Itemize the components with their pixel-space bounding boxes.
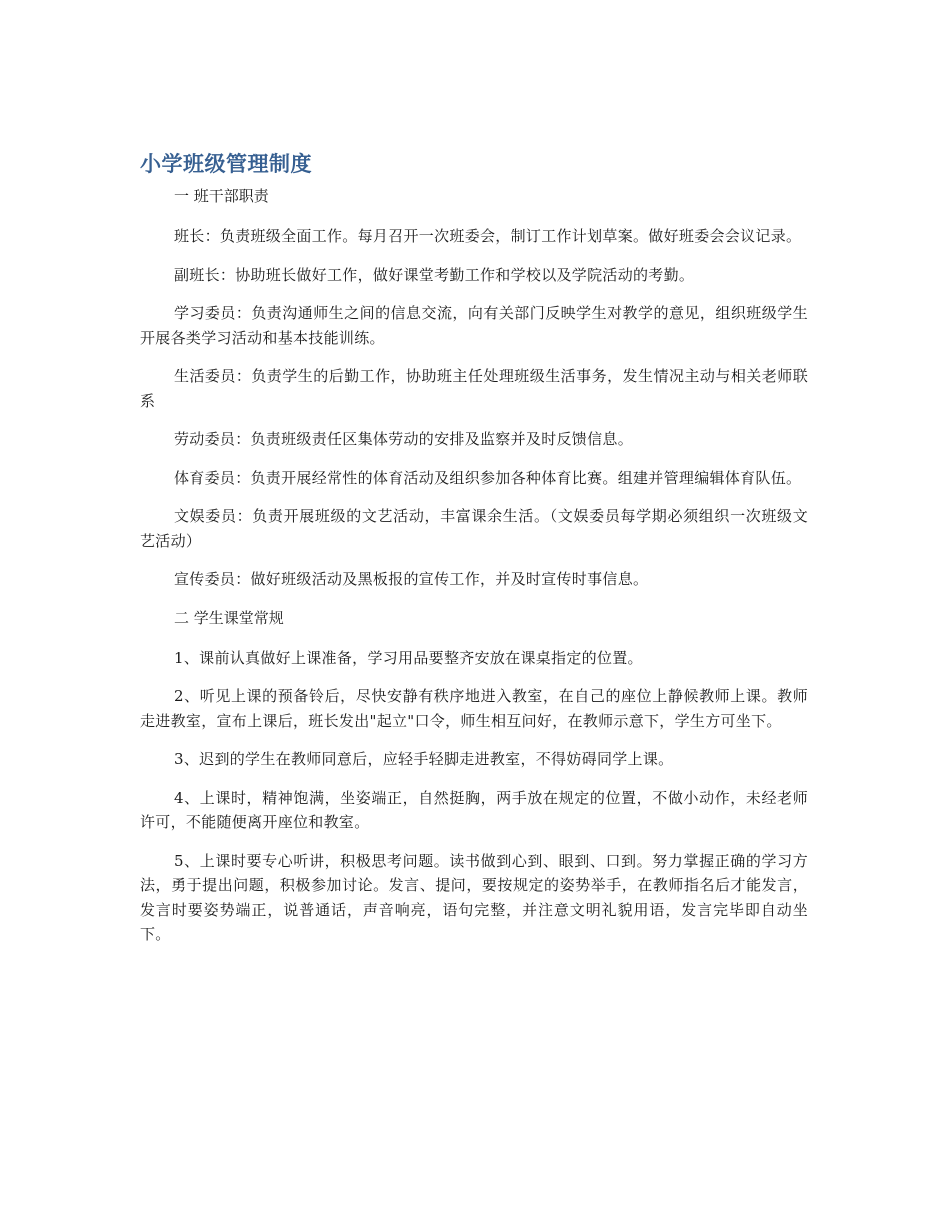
paragraph-monitor: 班长：负责班级全面工作。每月召开一次班委会，制订工作计划草案。做好班委会会议记录。 <box>174 227 802 245</box>
paragraph-rule-3: 3、迟到的学生在教师同意后，应轻手轻脚走进教室，不得妨碍同学上课。 <box>174 750 674 768</box>
document-title: 小学班级管理制度 <box>140 152 312 176</box>
paragraph-rule-5: 5、上课时要专心听讲，积极思考问题。读书做到心到、眼到、口到。努力掌握正确的学习方法，勇于提出问题，积极参加讨论。发言、提问，要按规定的姿势举手，在教师指名后才能发言，发言时要姿势端正，说普通话，声音响亮，语句完整，并注意文明礼貌用语，发言完毕即自动坐下。 <box>140 851 808 943</box>
paragraph-rule-1: 1、课前认真做好上课准备，学习用品要整齐安放在课桌指定的位置。 <box>174 648 643 667</box>
paragraph-sports-committee: 体育委员：负责开展经常性的体育活动及组织参加各种体育比赛。组建并管理编辑体育队伍。 <box>174 468 802 487</box>
paragraph-rule-4: 4、上课时，精神饱满，坐姿端正，自然挺胸，两手放在规定的位置，不做小动作，未经老师许可，不能随便离开座位和教室。 <box>140 788 808 831</box>
paragraph-entertainment-committee: 文娱委员：负责开展班级的文艺活动，丰富课余生活。（文娱委员每学期必须组织一次班级文艺活动） <box>140 507 808 550</box>
paragraph-rule-2: 2、听见上课的预备铃后，尽快安静有秩序地进入教室，在自己的座位上静候教师上课。教师走进教室，宣布上课后，班长发出"起立"口令，师生相互问好，在教师示意下，学生方可坐下。 <box>140 687 808 730</box>
section-heading-class-cadre-duties: 一 班干部职责 <box>174 187 269 205</box>
document-page <box>140 150 808 961</box>
paragraph-study-committee: 学习委员：负责沟通师生之间的信息交流，向有关部门反映学生对教学的意见，组织班级学生开展各类学习活动和基本技能训练。 <box>140 304 808 347</box>
paragraph-vice-monitor: 副班长：协助班长做好工作，做好课堂考勤工作和学校以及学院活动的考勤。 <box>174 265 695 284</box>
section-heading-classroom-rules: 二 学生课堂常规 <box>174 608 284 627</box>
paragraph-labor-committee: 劳动委员：负责班级责任区集体劳动的安排及监察并及时反馈信息。 <box>174 430 634 448</box>
paragraph-publicity-committee: 宣传委员：做好班级活动及黑板报的宣传工作，并及时宣传时事信息。 <box>174 570 649 588</box>
paragraph-life-committee: 生活委员：负责学生的后勤工作，协助班主任处理班级生活事务，发生情况主动与相关老师联系 <box>140 367 808 410</box>
